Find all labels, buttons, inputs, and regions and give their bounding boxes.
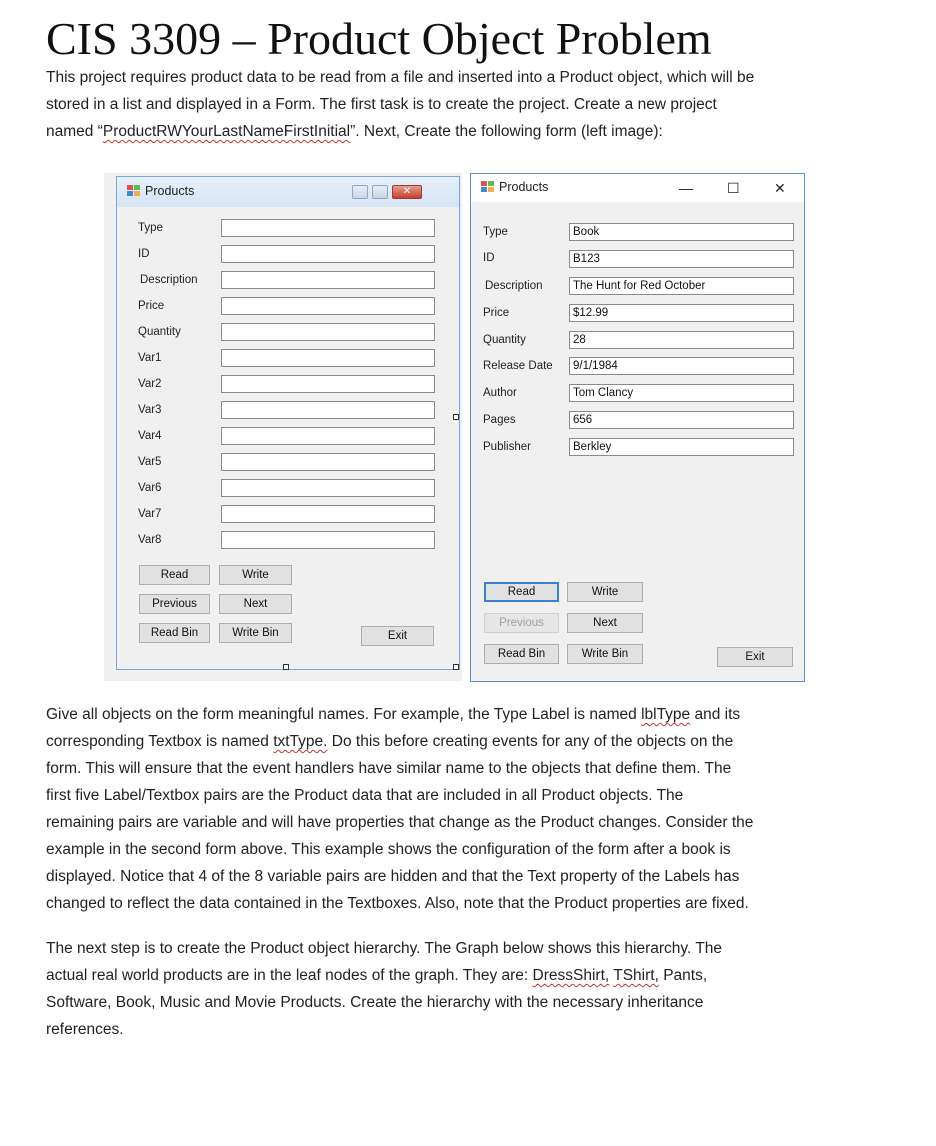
label-description: Description [485, 280, 543, 292]
dressshirt-word: DressShirt, [532, 967, 610, 984]
write-bin-button[interactable]: Write Bin [567, 644, 643, 664]
para2-line-1-post: and its [690, 706, 741, 723]
textbox-pages[interactable]: 656 [569, 411, 794, 429]
textbox-description[interactable] [221, 271, 435, 289]
textbox-var5[interactable] [221, 453, 435, 471]
write-bin-button[interactable]: Write Bin [219, 623, 292, 643]
label-price: Price [483, 307, 510, 319]
naming-paragraph [46, 701, 896, 917]
previous-button[interactable]: Previous [139, 594, 210, 614]
intro-line-3-post: ”. Next, Create the following form (left image): [350, 123, 663, 140]
para3-line-2-post: Pants, [658, 967, 708, 984]
para2-line-2 [46, 728, 896, 755]
label-quantity: Quantity [138, 326, 181, 338]
intro-paragraph [46, 64, 896, 145]
textbox-var8[interactable] [221, 531, 435, 549]
textbox-price[interactable] [221, 297, 435, 315]
intro-line-3 [46, 118, 896, 145]
label-description: Description [140, 274, 198, 286]
resize-handle-right[interactable] [453, 414, 459, 420]
close-icon[interactable]: ✕ [392, 185, 422, 199]
runtime-title-text: Products [499, 180, 549, 194]
para2-line-2-pre: corresponding Textbox is named [46, 733, 274, 750]
para2-line-1 [46, 701, 896, 728]
previous-button[interactable]: Previous [484, 613, 559, 633]
textbox-var7[interactable] [221, 505, 435, 523]
read-button[interactable]: Read [484, 582, 559, 602]
textbox-type[interactable]: Book [569, 223, 794, 241]
resize-handle-corner[interactable] [453, 664, 459, 670]
textbox-quantity[interactable]: 28 [569, 331, 794, 349]
hierarchy-paragraph [46, 935, 896, 1043]
maximize-icon[interactable]: ☐ [727, 180, 740, 196]
designer-title-text: Products [145, 184, 195, 198]
exit-button[interactable]: Exit [361, 626, 434, 646]
para2-line-2-post: Do this before creating events for any of the objects on the [327, 733, 734, 750]
close-icon[interactable]: ✕ [774, 180, 786, 196]
read-bin-button[interactable]: Read Bin [139, 623, 210, 643]
minimize-icon[interactable]: — [679, 180, 693, 196]
para3-line-2 [46, 962, 896, 989]
tshirt-word: TShirt, [613, 967, 659, 984]
label-var8: Var8 [138, 534, 162, 546]
textbox-publisher[interactable]: Berkley [569, 438, 794, 456]
minimize-icon[interactable] [352, 185, 368, 199]
label-var1: Var1 [138, 352, 162, 364]
exit-button[interactable]: Exit [717, 647, 793, 667]
para2-line-1-pre: Give all objects on the form meaningful names. For example, the Type Label is named [46, 706, 642, 723]
label-publisher: Publisher [483, 441, 531, 453]
label-price: Price [138, 300, 165, 312]
designer-window-title [127, 184, 194, 198]
para2-line-3: form. This will ensure that the event handlers have similar name to the objects that define them. The [46, 760, 732, 777]
label-author: Author [483, 387, 517, 399]
read-bin-button[interactable]: Read Bin [484, 644, 559, 664]
textbox-var3[interactable] [221, 401, 435, 419]
para2-line-6: example in the second form above. This example shows the configuration of the form after a book is [46, 841, 731, 858]
textbox-var4[interactable] [221, 427, 435, 445]
label-var4: Var4 [138, 430, 162, 442]
textbox-price[interactable]: $12.99 [569, 304, 794, 322]
intro-line-2: stored in a list and displayed in a Form. The first task is to create the project. Create a new project [46, 96, 717, 113]
label-var7: Var7 [138, 508, 162, 520]
textbox-var6[interactable] [221, 479, 435, 497]
label-var6: Var6 [138, 482, 162, 494]
para3-line-1: The next step is to create the Product object hierarchy. The Graph below shows this hierarchy. The [46, 940, 723, 957]
intro-line-1: This project requires product data to be read from a file and inserted into a Product object, which will be [46, 69, 755, 86]
textbox-quantity[interactable] [221, 323, 435, 341]
textbox-var1[interactable] [221, 349, 435, 367]
lbltype-code: lblType [641, 706, 691, 723]
intro-line-3-pre: named “ [46, 123, 103, 140]
textbox-id[interactable]: B123 [569, 250, 794, 268]
para2-line-5: remaining pairs are variable and will have properties that change as the Product changes. Consider the [46, 814, 754, 831]
textbox-id[interactable] [221, 245, 435, 263]
write-button[interactable]: Write [567, 582, 643, 602]
txttype-code: txtType. [273, 733, 328, 750]
next-button[interactable]: Next [567, 613, 643, 633]
runtime-titlebar [471, 174, 804, 202]
resize-handle-bottom[interactable] [283, 664, 289, 670]
form-app-icon [127, 185, 141, 197]
form-app-icon [481, 181, 495, 193]
page-title: CIS 3309 – Product Object Problem [46, 13, 712, 64]
label-type: Type [483, 226, 508, 238]
para2-line-7: displayed. Notice that 4 of the 8 variable pairs are hidden and that the Text property of the Labels has [46, 868, 740, 885]
label-quantity: Quantity [483, 334, 526, 346]
textbox-type[interactable] [221, 219, 435, 237]
label-type: Type [138, 222, 163, 234]
label-id: ID [138, 248, 150, 260]
designer-titlebar [117, 177, 459, 207]
write-button[interactable]: Write [219, 565, 292, 585]
para3-line-4: references. [46, 1021, 124, 1038]
textbox-release-date[interactable]: 9/1/1984 [569, 357, 794, 375]
para3-line-2-pre: actual real world products are in the leaf nodes of the graph. They are: [46, 967, 533, 984]
label-var2: Var2 [138, 378, 162, 390]
textbox-author[interactable]: Tom Clancy [569, 384, 794, 402]
maximize-icon[interactable] [372, 185, 388, 199]
label-var5: Var5 [138, 456, 162, 468]
textbox-description[interactable]: The Hunt for Red October [569, 277, 794, 295]
para2-line-4: first five Label/Textbox pairs are the Product data that are included in all Product objects. The [46, 787, 684, 804]
label-id: ID [483, 252, 495, 264]
para2-line-8: changed to reflect the data contained in the Textboxes. Also, note that the Product properties are fixed. [46, 895, 749, 912]
project-name: ProductRWYourLastNameFirstInitial [102, 123, 351, 140]
para3-line-3: Software, Book, Music and Movie Products. Create the hierarchy with the necessary inheritance [46, 994, 704, 1011]
read-button[interactable]: Read [139, 565, 210, 585]
label-release-date: Release Date [483, 360, 553, 372]
label-var3: Var3 [138, 404, 162, 416]
runtime-window-title [481, 180, 548, 194]
next-button[interactable]: Next [219, 594, 292, 614]
label-pages: Pages [483, 414, 516, 426]
textbox-var2[interactable] [221, 375, 435, 393]
